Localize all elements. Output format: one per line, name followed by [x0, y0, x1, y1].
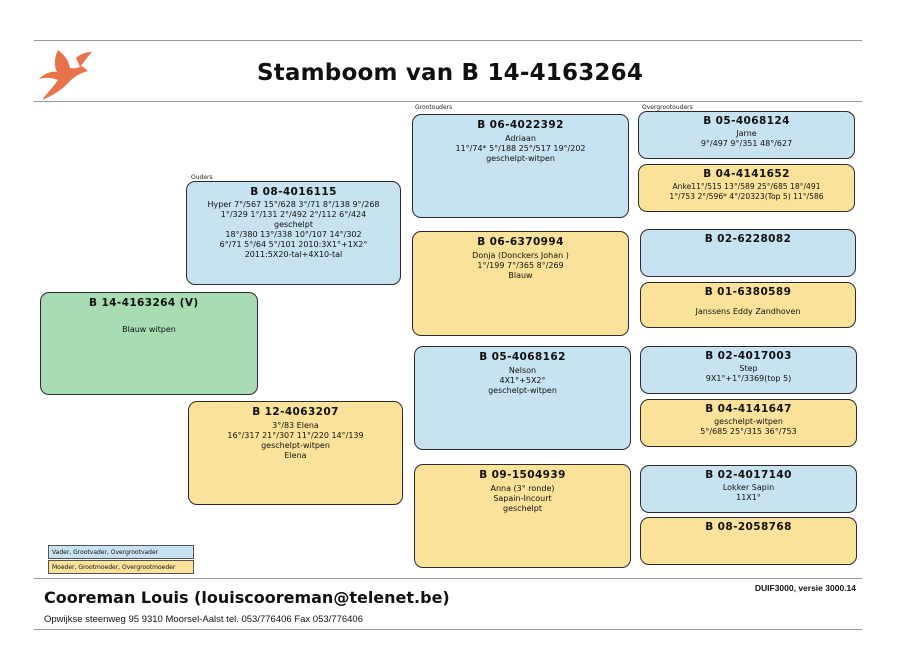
ring-number: B 06-6370994 [477, 236, 564, 248]
ring-number: B 04-4141652 [703, 168, 790, 180]
pedigree-box-great-grandmother-3[interactable] [640, 399, 857, 447]
label-greatgrandparents: Overgrootouders [642, 104, 693, 111]
breeder-address: Opwijkse steenweg 95 9310 Moorsel-Aalst tel. 053/776406 Fax 053/776406 [44, 614, 363, 625]
box-line: 18°/380 13°/338 10°/107 14°/302 [225, 230, 362, 239]
header-top-rule [34, 40, 862, 41]
legend-female: Moeder, Grootmoeder, Overgrootmoeder [48, 560, 194, 574]
box-line: Elena [284, 451, 307, 460]
ring-number: B 14-4163264 (V) [89, 297, 199, 309]
page-title: Stamboom van B 14-4163264 [256, 60, 644, 86]
pedigree-box-great-grandfather-3[interactable] [640, 346, 857, 394]
pedigree-box-grandmother-maternal[interactable] [414, 464, 631, 568]
box-line: Anke11°/515 13°/589 25°/685 18°/491 [672, 182, 821, 191]
box-line: Hyper 7°/567 15°/628 3°/71 8°/138 9°/268 [207, 200, 380, 209]
pedigree-box-great-grandmother-2[interactable] [640, 282, 856, 328]
box-line: Anna (3° ronde) [490, 484, 555, 493]
box-line: 1°/329 1°/131 2°/492 2°/112 6°/424 [220, 210, 367, 219]
box-line: 1°/199 7°/365 8°/269 [477, 261, 564, 270]
box-line: Adriaan [505, 134, 536, 143]
ring-number: B 02-6228082 [704, 233, 792, 245]
ring-number: B 05-4068162 [479, 351, 566, 363]
ring-number: B 06-4022392 [477, 119, 564, 131]
box-line: Nelson [508, 366, 537, 375]
box-line: Blauw witpen [122, 325, 176, 334]
pedigree-box-grandfather-paternal[interactable] [412, 114, 629, 218]
box-line: 4X1°+5X2° [499, 376, 546, 385]
pedigree-box-father[interactable] [186, 181, 401, 285]
box-line: Jarne [736, 129, 757, 138]
pedigree-box-great-grandfather-4[interactable] [640, 465, 857, 513]
box-line: 9X1°+1°/3369(top 5) [705, 374, 792, 383]
pedigree-box-great-grandfather-2[interactable] [640, 229, 856, 277]
box-line: geschelpt-witpen [488, 386, 557, 395]
box-line: geschelpt [274, 220, 313, 229]
software-version: DUIF3000, versie 3000.14 [754, 583, 856, 593]
pedigree-box-great-grandmother-1[interactable] [638, 164, 855, 212]
pedigree-box-great-grandfather-1[interactable] [638, 111, 855, 159]
box-line: 1°/753 2°/596* 4°/20323(Top 5) 11°/586 [669, 192, 824, 201]
footer-top-rule [34, 578, 862, 579]
box-line: 3°/83 Elena [272, 421, 319, 430]
box-line: 2011:5X20-tal+4X10-tal [244, 250, 343, 259]
box-line: 11X1° [736, 493, 761, 502]
ring-number: B 09-1504939 [479, 469, 566, 481]
pedigree-box-grandfather-maternal[interactable] [414, 346, 631, 450]
box-line: geschelpt [503, 504, 542, 513]
box-line: Sapain-Incourt [493, 494, 552, 503]
box-line: Lokker Sapin [722, 483, 775, 492]
box-line: Step [739, 364, 758, 373]
legend-male: Vader, Grootvader, Overgrootvader [48, 545, 194, 559]
box-line: geschelpt-witpen [714, 417, 783, 426]
box-line: 16°/317 21°/307 11°/220 14°/139 [227, 431, 364, 440]
box-line: geschelpt-witpen [486, 154, 555, 163]
box-line: 9°/497 9°/351 48°/627 [700, 139, 793, 148]
ring-number: B 05-4068124 [703, 115, 790, 127]
label-grandparents: Grootouders [415, 104, 453, 111]
header-bottom-rule [34, 101, 862, 102]
pedigree-box-grandmother-paternal[interactable] [412, 231, 629, 336]
ring-number: B 08-2058768 [705, 521, 792, 533]
ring-number: B 02-4017003 [705, 350, 792, 362]
ring-number: B 02-4017140 [705, 469, 792, 481]
ring-number: B 12-4063207 [252, 406, 339, 418]
box-line: Blauw [508, 271, 533, 280]
pedigree-box-great-grandmother-4[interactable] [640, 517, 857, 565]
pedigree-box-subject[interactable] [40, 292, 258, 395]
ring-number: B 08-4016115 [250, 186, 337, 198]
box-line: geschelpt-witpen [261, 441, 330, 450]
ring-number: B 04-4141647 [705, 403, 792, 415]
box-line: 5°/685 25°/315 36°/753 [700, 427, 797, 436]
box-line: Donja (Donckers Johan ) [472, 251, 569, 260]
ring-number: B 01-6380589 [704, 286, 792, 298]
label-parents: Ouders [191, 174, 213, 181]
breeder-name: Cooreman Louis (louiscooreman@telenet.be) [44, 588, 450, 607]
footer-bottom-rule [34, 629, 862, 630]
pedigree-box-mother[interactable] [188, 401, 403, 505]
box-line: Janssens Eddy Zandhoven [695, 307, 801, 316]
box-line: 6°/71 5°/64 5°/101 2010:3X1°+1X2° [219, 240, 368, 249]
box-line: 11°/74* 5°/188 25°/517 19°/202 [455, 144, 586, 153]
